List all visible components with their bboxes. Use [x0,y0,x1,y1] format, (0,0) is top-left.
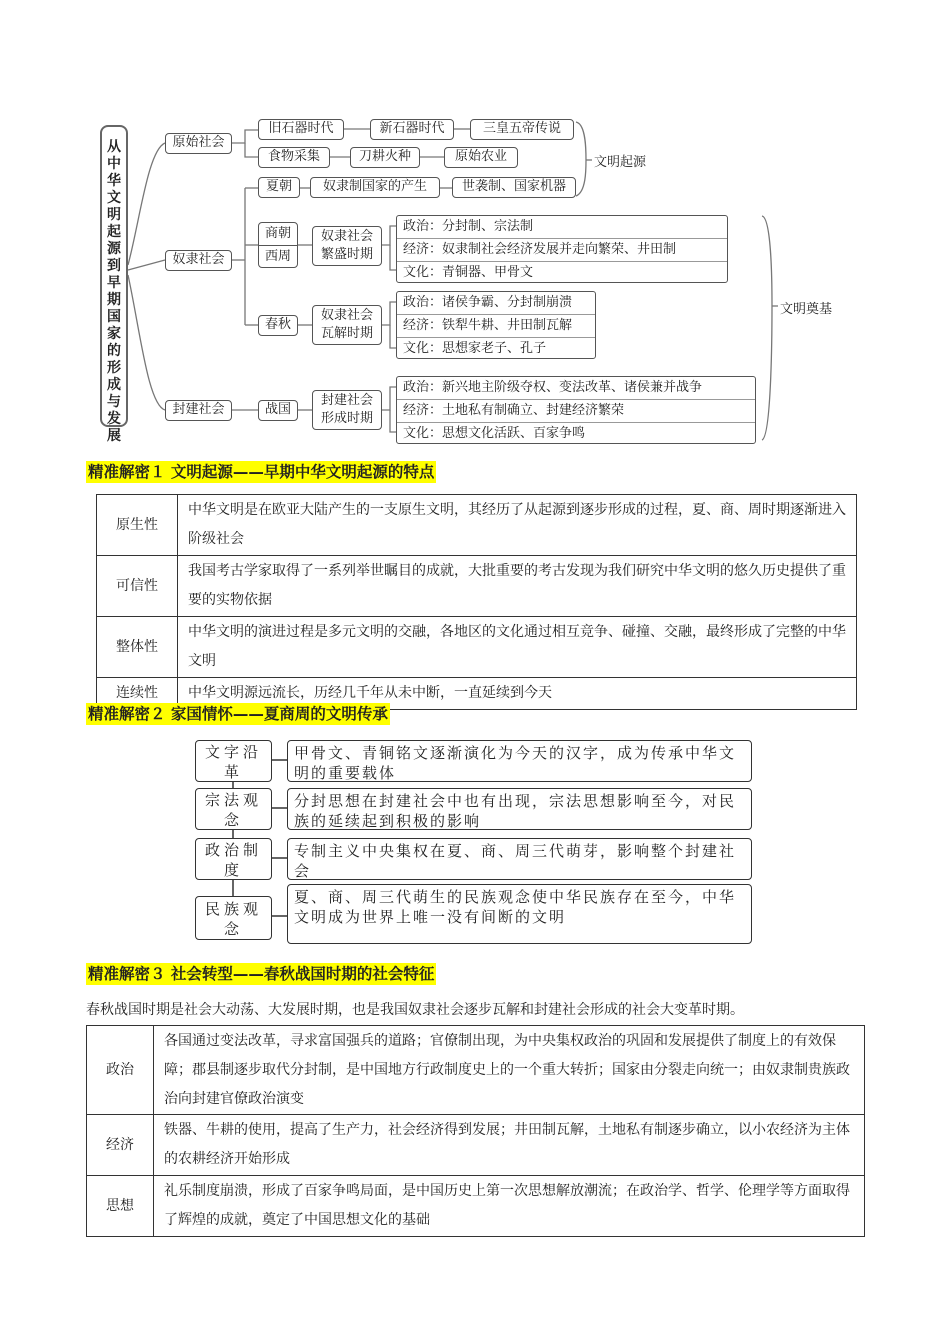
table-row [97,617,857,678]
table-value: 铁器、牛耕的使用，提高了生产力，社会经济得到发展；井田制瓦解，土地私有制逐步确立，以小农经济为主体的农耕经济开始形成 [154,1115,865,1176]
detail-row: 政治：新兴地主阶级夺权、变法改革、诸侯兼并战争 [397,377,755,400]
details-prosper [396,215,728,283]
node-slash-burn: 刀耕火种 [350,147,420,168]
node-paleolithic: 旧石器时代 [258,119,344,140]
node-agriculture: 原始农业 [444,147,518,168]
detail-row: 文化：思想家老子、孔子 [403,341,547,356]
node-slave-state: 奴隶制国家的产生 [310,177,440,198]
detail-row: 经济：奴隶制社会经济发展并走向繁荣、井田制 [397,239,727,262]
legacy-value-writing: 甲骨文、青铜铭文逐渐演化为今天的汉字，成为传承中华文明的重要载体 [287,740,752,782]
table-value: 礼乐制度崩溃，形成了百家争鸣局面，是中国历史上第一次思想解放潮流；在政治学、哲学、伦理学等方面取得了辉煌的成就，奠定了中国思想文化的基础 [154,1176,865,1237]
table-row [87,1115,865,1176]
node-zhanguo: 战国 [258,400,298,421]
table-value: 我国考古学家取得了一系列举世瞩目的成就，大批重要的考古发现为我们研究中华文明的悠久历史提供了重要的实物依据 [178,556,857,617]
table-key: 整体性 [97,617,178,678]
details-feudal [396,376,756,444]
table-row [87,1026,865,1115]
stage-feudal: 封建社会 [165,400,232,421]
section3-intro: 春秋战国时期是社会大动荡、大发展时期，也是我国奴隶社会逐步瓦解和封建社会形成的社会大变革时期。 [86,1002,744,1018]
mindmap-title: 从中华文明起源到早期国家的形成与发展 [100,125,128,427]
section1-heading: 精准解密１ 文明起源——早期中华文明起源的特点 [88,463,435,481]
table-row [97,495,857,556]
table-key: 原生性 [97,495,178,556]
table-key: 连续性 [97,678,178,710]
node-chunqiu: 春秋 [258,315,298,336]
legacy-value-politics: 专制主义中央集权在夏、商、周三代萌芽，影响整个封建社会 [287,838,752,880]
foundation-label: 文明奠基 [780,302,833,317]
node-xia: 夏朝 [258,177,300,198]
legacy-value-nation: 夏、商、周三代萌生的民族观念使中华民族存在至今，中华文明成为世界上唯一没有间断的文明 [287,884,752,944]
table-value: 中华文明的演进过程是多元文明的交融，各地区的文化通过相互竞争、碰撞、交融，最终形成了完整的中华文明 [178,617,857,678]
detail-row: 经济：土地私有制确立、封建经济繁荣 [397,400,755,423]
node-legend: 三皇五帝传说 [470,119,574,140]
section2-heading: 精准解密２ 家国情怀——夏商周的文明传承 [88,705,388,723]
node-shang: 商朝 [259,223,297,246]
legacy-key-politics: 政治制度 [195,838,272,880]
period-collapse: 奴隶社会瓦解时期 [312,305,382,345]
detail-row: 经济：铁犁牛耕、井田制瓦解 [397,315,595,338]
detail-row: 政治：诸侯争霸、分封制崩溃 [397,292,595,315]
table-key: 经济 [87,1115,154,1176]
table-value: 中华文明是在欧亚大陆产生的一支原生文明，其经历了从起源到逐步形成的过程，夏、商、周时期逐渐进入阶级社会 [178,495,857,556]
table-value: 中华文明源远流长，历经几千年从未中断，一直延续到今天 [178,678,857,710]
period-prosper: 奴隶社会繁盛时期 [312,226,382,266]
node-shang-zhou [258,222,298,268]
origin-label: 文明起源 [594,155,647,170]
table-key: 可信性 [97,556,178,617]
node-neolithic: 新石器时代 [370,119,454,140]
table-row [97,556,857,617]
legacy-key-clan: 宗法观念 [195,788,272,830]
table-value: 各国通过变法改革，寻求富国强兵的道路；官僚制出现，为中央集权政治的巩固和发展提供了制度上的有效保障；郡县制逐步取代分封制，是中国地方行政制度史上的一个重大转折；国家由分裂走向统一；由奴隶制贵族政治向封建官僚政治演变 [154,1026,865,1115]
section1-table [96,494,857,710]
detail-row: 文化：青铜器、甲骨文 [403,265,534,280]
detail-row: 文化：思想文化活跃、百家争鸣 [403,426,586,441]
table-key: 政治 [87,1026,154,1115]
legacy-value-clan: 分封思想在封建社会中也有出现，宗法思想影响至今，对民族的延续起到积极的影响 [287,788,752,830]
node-zhou: 西周 [264,249,291,264]
legacy-key-nation: 民族观念 [195,896,272,940]
table-row [87,1176,865,1237]
node-hereditary: 世袭制、国家机器 [452,177,576,198]
stage-slave: 奴隶社会 [165,250,232,271]
table-key: 思想 [87,1176,154,1237]
details-collapse [396,291,596,359]
node-gathering: 食物采集 [258,147,330,168]
period-feudal: 封建社会形成时期 [312,390,382,430]
stage-primitive: 原始社会 [165,133,232,154]
legacy-key-writing: 文字沿革 [195,740,272,782]
section3-heading: 精准解密３ 社会转型——春秋战国时期的社会特征 [88,965,435,983]
section3-table [86,1025,865,1237]
detail-row: 政治：分封制、宗法制 [397,216,727,239]
